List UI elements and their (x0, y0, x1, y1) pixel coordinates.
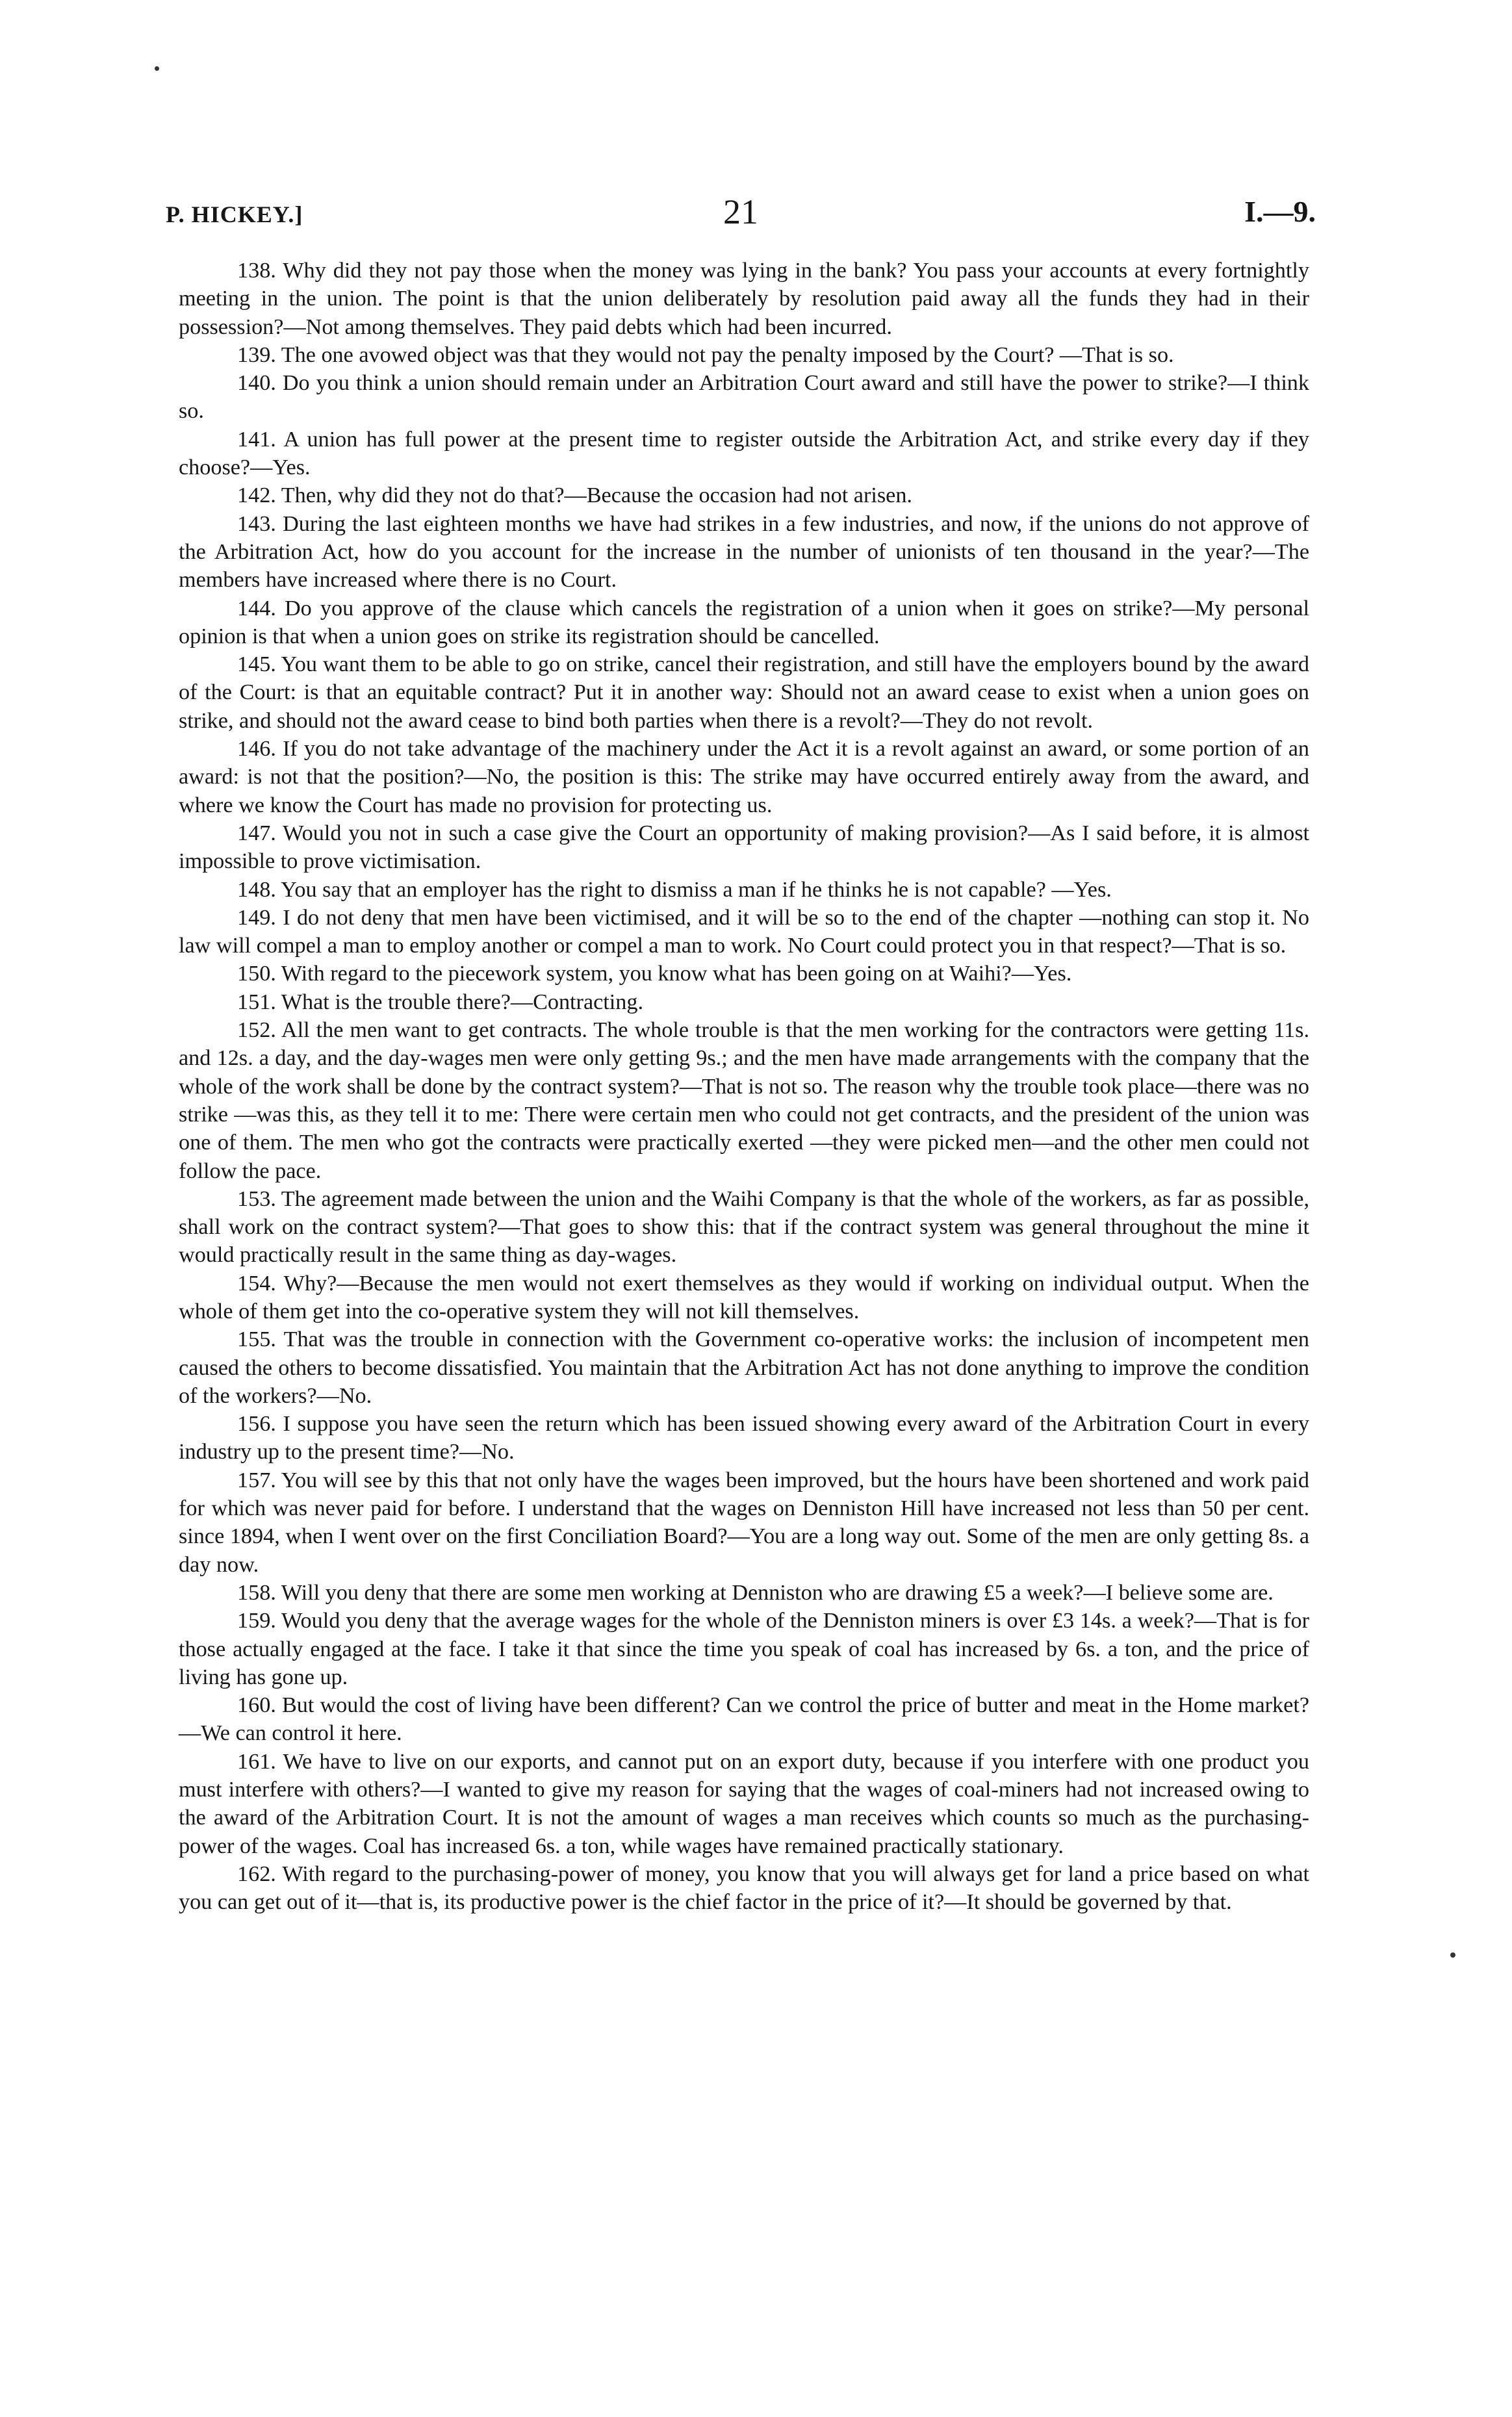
running-head-name: P. HICKEY.] (166, 201, 303, 227)
paragraph-q144: 144. Do you approve of the clause which cancels the registration of a union when it goes on strike?—My personal opinion is that when a union goes on strike its registration should be cancelled. (179, 596, 1309, 648)
paragraph-q161: 161. We have to live on our exports, and cannot put on an export duty, because if you interfere with one product you must interfere with others?—I wanted to give my reason for saying that the wages of coal-miners had not increased owing to the award of the Arbitration Court. It is not the amount of wages a man receives which counts so much as the purchasing-power of the wages. Coal has increased 6s. a ton, while wages have remained practically stationary. (179, 1749, 1309, 1858)
paragraph-q149: 149. I do not deny that men have been victimised, and it will be so to the end of the chapter —nothing can stop it. No law will compel a man to employ another or compel a man to work. No Court could protect you in that respect?—That is so. (179, 905, 1309, 958)
document-reference: I.—9. (1244, 195, 1316, 228)
paragraph-q148: 148. You say that an employer has the right to dismiss a man if he thinks he is not capable? —Yes. (237, 877, 1112, 902)
paragraph-q159: 159. Would you deny that the average wages for the whole of the Denniston miners is over £3 14s. a week?—That is for those actually engaged at the face. I take it that since the time you speak of coal has increased by 6s. a ton, and the price of living has gone up. (179, 1609, 1309, 1689)
paragraph-q162: 162. With regard to the purchasing-power of money, you know that you will always get for land a price based on what you can get out of it—that is, its productive power is the chief factor in the price of it?—It should be governed by that. (179, 1861, 1309, 1915)
paragraph-q140: 140. Do you think a union should remain under an Arbitration Court award and still have the power to strike?—I think so. (179, 371, 1309, 424)
paragraph-q155: 155. That was the trouble in connection with the Government co-operative works: the inclusion of incompetent men caused the others to become dissatisfied. You maintain that the Arbitration Act has not done anything to improve the condition of the workers?—No. (179, 1327, 1309, 1408)
paragraph-q138: 138. Why did they not pay those when the money was lying in the bank? You pass your accounts at every fortnightly meeting in the union. The point is that the union deliberately by resolution paid away all the funds they had in their possession?—Not among themselves. They paid debts which had been incurred. (179, 259, 1309, 339)
paragraph-q154: 154. Why?—Because the men would not exert themselves as they would if working on individual output. When the whole of them get into the co-operative system they will not kill themselves. (179, 1271, 1309, 1324)
paragraph-q153: 153. The agreement made between the union and the Waihi Company is that the whole of the workers, as far as possible, shall work on the contract system?—That goes to show this: that if the contract system was general throughout the mine it would practically result in the same thing as day-wages. (179, 1186, 1309, 1268)
paragraph-q141: 141. A union has full power at the present time to register outside the Arbitration Act, and strike every day if they choose?—Yes. (179, 427, 1309, 480)
paragraph-q160: 160. But would the cost of living have been different? Can we control the price of butter and meat in the Home market?—We can control it here. (179, 1693, 1309, 1746)
paragraph-q152: 152. All the men want to get contracts. The whole trouble is that the men working for the contractors were getting 11s. and 12s. a day, and the day-wages men were only getting 9s.; and the men have made arrangements with the company that the whole of the work shall be done by the contract system?—That is not so. The reason why the trouble took place—there was no strike —was this, as they tell it to me: There were certain men who could not get contracts, and the president of the union was one of them. The men who got the contracts were practically exerted —they were picked men—and the other men could not follow the pace. (179, 1018, 1309, 1183)
paragraph-q151: 151. What is the trouble there?—Contracting. (237, 990, 644, 1014)
paragraph-q147: 147. Would you not in such a case give the Court an opportunity of making provision?—As I said before, it is almost impossible to prove victimisation. (179, 821, 1309, 874)
paragraph-q145: 145. You want them to be able to go on strike, cancel their registration, and still have the employers bound by the award of the Court: is that an equitable contract? Put it in another way: Should not an award cease to exist when a union goes on strike, and should not the award cease to bind both parties when there is a revolt?—They do not revolt. (179, 652, 1309, 733)
paragraph-q156: 156. I suppose you have seen the return which has been issued showing every award of the Arbitration Court in every industry up to the present time?—No. (179, 1412, 1309, 1464)
paragraph-q150: 150. With regard to the piecework system, you know what has been going on at Waihi?—Yes. (237, 962, 1072, 986)
paragraph-q139: 139. The one avowed object was that they would not pay the penalty imposed by the Court? —That is so. (237, 342, 1174, 367)
page-header (166, 192, 1316, 237)
testimony-body (179, 257, 1309, 1917)
paragraph-q158: 158. Will you deny that there are some men working at Denniston who are drawing £5 a week?—I believe some are. (237, 1580, 1274, 1605)
paragraph-q157: 157. You will see by this that not only have the wages been improved, but the hours have been shortened and work paid for which was never paid for before. I understand that the wages on Denniston Hill have increased not less than 50 per cent. since 1894, when I went over on the first Conciliation Board?—You are a long way out. Some of the men are only getting 8s. a day now. (179, 1468, 1309, 1577)
scan-speck-right (1450, 1952, 1455, 1958)
scan-speck-top (155, 66, 159, 71)
paragraph-q146: 146. If you do not take advantage of the machinery under the Act it is a revolt against an award, or some portion of an award: is not that the position?—No, the position is this: The strike may have occurred entirely away from the award, and where we know the Court has made no provision for protecting us. (179, 737, 1309, 817)
page-number: 21 (723, 192, 758, 231)
paragraph-q143: 143. During the last eighteen months we have had strikes in a few industries, and now, if the unions do not approve of the Arbitration Act, how do you account for the increase in the number of unionists of ten thousand in the year?—The members have increased where there is no Court. (179, 511, 1309, 593)
paragraph-q142: 142. Then, why did they not do that?—Because the occasion had not arisen. (237, 483, 912, 508)
